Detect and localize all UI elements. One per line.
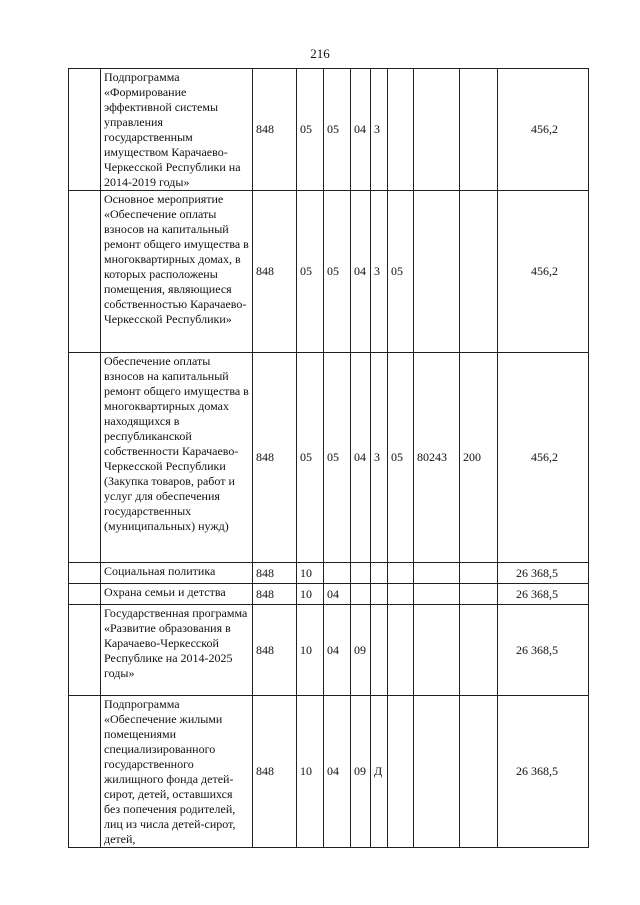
direction-code xyxy=(414,563,460,584)
amount: 26 368,5 xyxy=(498,696,589,848)
activity-code xyxy=(388,563,414,584)
subsection-code xyxy=(324,563,351,584)
subsection-code: 04 xyxy=(324,584,351,605)
activity-code xyxy=(388,605,414,696)
amount: 26 368,5 xyxy=(498,563,589,584)
program-code xyxy=(351,584,371,605)
subprogram-code: 3 xyxy=(371,69,388,191)
amount: 26 368,5 xyxy=(498,605,589,696)
activity-code xyxy=(388,696,414,848)
amount: 26 368,5 xyxy=(498,584,589,605)
blank-cell xyxy=(69,563,101,584)
subsection-code: 04 xyxy=(324,696,351,848)
subprogram-code xyxy=(371,605,388,696)
blank-cell xyxy=(69,353,101,563)
program-code: 04 xyxy=(351,353,371,563)
expense-type-code xyxy=(460,563,498,584)
section-code: 05 xyxy=(297,353,324,563)
row-name: Основное мероприятие «Обеспечение оплаты взносов на капитальный ремонт общего имущества в многоквартирных домах, в которых расположены помещения, являющиеся собственностью Карачаево-Черкесской Республики» xyxy=(101,191,253,353)
section-code: 05 xyxy=(297,191,324,353)
direction-code xyxy=(414,584,460,605)
ved-code: 848 xyxy=(253,563,297,584)
ved-code: 848 xyxy=(253,353,297,563)
section-code: 05 xyxy=(297,69,324,191)
section-code: 10 xyxy=(297,563,324,584)
row-name: Государственная программа «Развитие образования в Карачаево-Черкесской Республике на 2014-2025 годы» xyxy=(101,605,253,696)
direction-code xyxy=(414,696,460,848)
row-name: Обеспечение оплаты взносов на капитальный ремонт общего имущества в многоквартирных домах находящихся в республиканской собственности Карачаево-Черкесской Республики (Закупка товаров, работ и услуг для обеспечения государственных (муниципальных) нужд) xyxy=(101,353,253,563)
expense-type-code xyxy=(460,191,498,353)
table-row xyxy=(69,353,589,563)
row-name: Охрана семьи и детства xyxy=(101,584,253,605)
ved-code: 848 xyxy=(253,69,297,191)
table-row xyxy=(69,191,589,353)
activity-code xyxy=(388,584,414,605)
subprogram-code: 3 xyxy=(371,191,388,353)
activity-code: 05 xyxy=(388,353,414,563)
row-name: Подпрограмма «Обеспечение жилыми помещениями специализированного государственного жилищного фонда детей-сирот, детей, оставшихся без попечения родителей, лиц из числа детей-сирот, детей, xyxy=(101,696,253,848)
expense-type-code: 200 xyxy=(460,353,498,563)
subprogram-code xyxy=(371,584,388,605)
direction-code xyxy=(414,191,460,353)
blank-cell xyxy=(69,605,101,696)
table-row xyxy=(69,696,589,848)
page-number: 216 xyxy=(310,46,330,61)
ved-code: 848 xyxy=(253,605,297,696)
section-code: 10 xyxy=(297,584,324,605)
amount: 456,2 xyxy=(498,191,589,353)
activity-code xyxy=(388,69,414,191)
activity-code: 05 xyxy=(388,191,414,353)
expense-type-code xyxy=(460,584,498,605)
program-code: 04 xyxy=(351,69,371,191)
ved-code: 848 xyxy=(253,191,297,353)
expense-type-code xyxy=(460,69,498,191)
program-code xyxy=(351,563,371,584)
subprogram-code xyxy=(371,563,388,584)
table-row xyxy=(69,605,589,696)
direction-code: 80243 xyxy=(414,353,460,563)
program-code: 09 xyxy=(351,605,371,696)
program-code: 04 xyxy=(351,191,371,353)
blank-cell xyxy=(69,584,101,605)
ved-code: 848 xyxy=(253,584,297,605)
section-code: 10 xyxy=(297,605,324,696)
ved-code: 848 xyxy=(253,696,297,848)
table-row xyxy=(69,563,589,584)
amount: 456,2 xyxy=(498,69,589,191)
program-code: 09 xyxy=(351,696,371,848)
blank-cell xyxy=(69,69,101,191)
expense-type-code xyxy=(460,605,498,696)
table-row xyxy=(69,69,589,191)
row-name: Подпрограмма «Формирование эффективной системы управления государственным имуществом Карачаево-Черкесской Республики на 2014-2019 годы» xyxy=(101,69,253,191)
blank-cell xyxy=(69,696,101,848)
budget-table xyxy=(68,68,589,848)
subsection-code: 04 xyxy=(324,605,351,696)
direction-code xyxy=(414,69,460,191)
amount: 456,2 xyxy=(498,353,589,563)
subprogram-code: Д xyxy=(371,696,388,848)
subprogram-code: 3 xyxy=(371,353,388,563)
table-row xyxy=(69,584,589,605)
subsection-code: 05 xyxy=(324,353,351,563)
blank-cell xyxy=(69,191,101,353)
section-code: 10 xyxy=(297,696,324,848)
row-name: Социальная политика xyxy=(101,563,253,584)
direction-code xyxy=(414,605,460,696)
expense-type-code xyxy=(460,696,498,848)
subsection-code: 05 xyxy=(324,69,351,191)
subsection-code: 05 xyxy=(324,191,351,353)
